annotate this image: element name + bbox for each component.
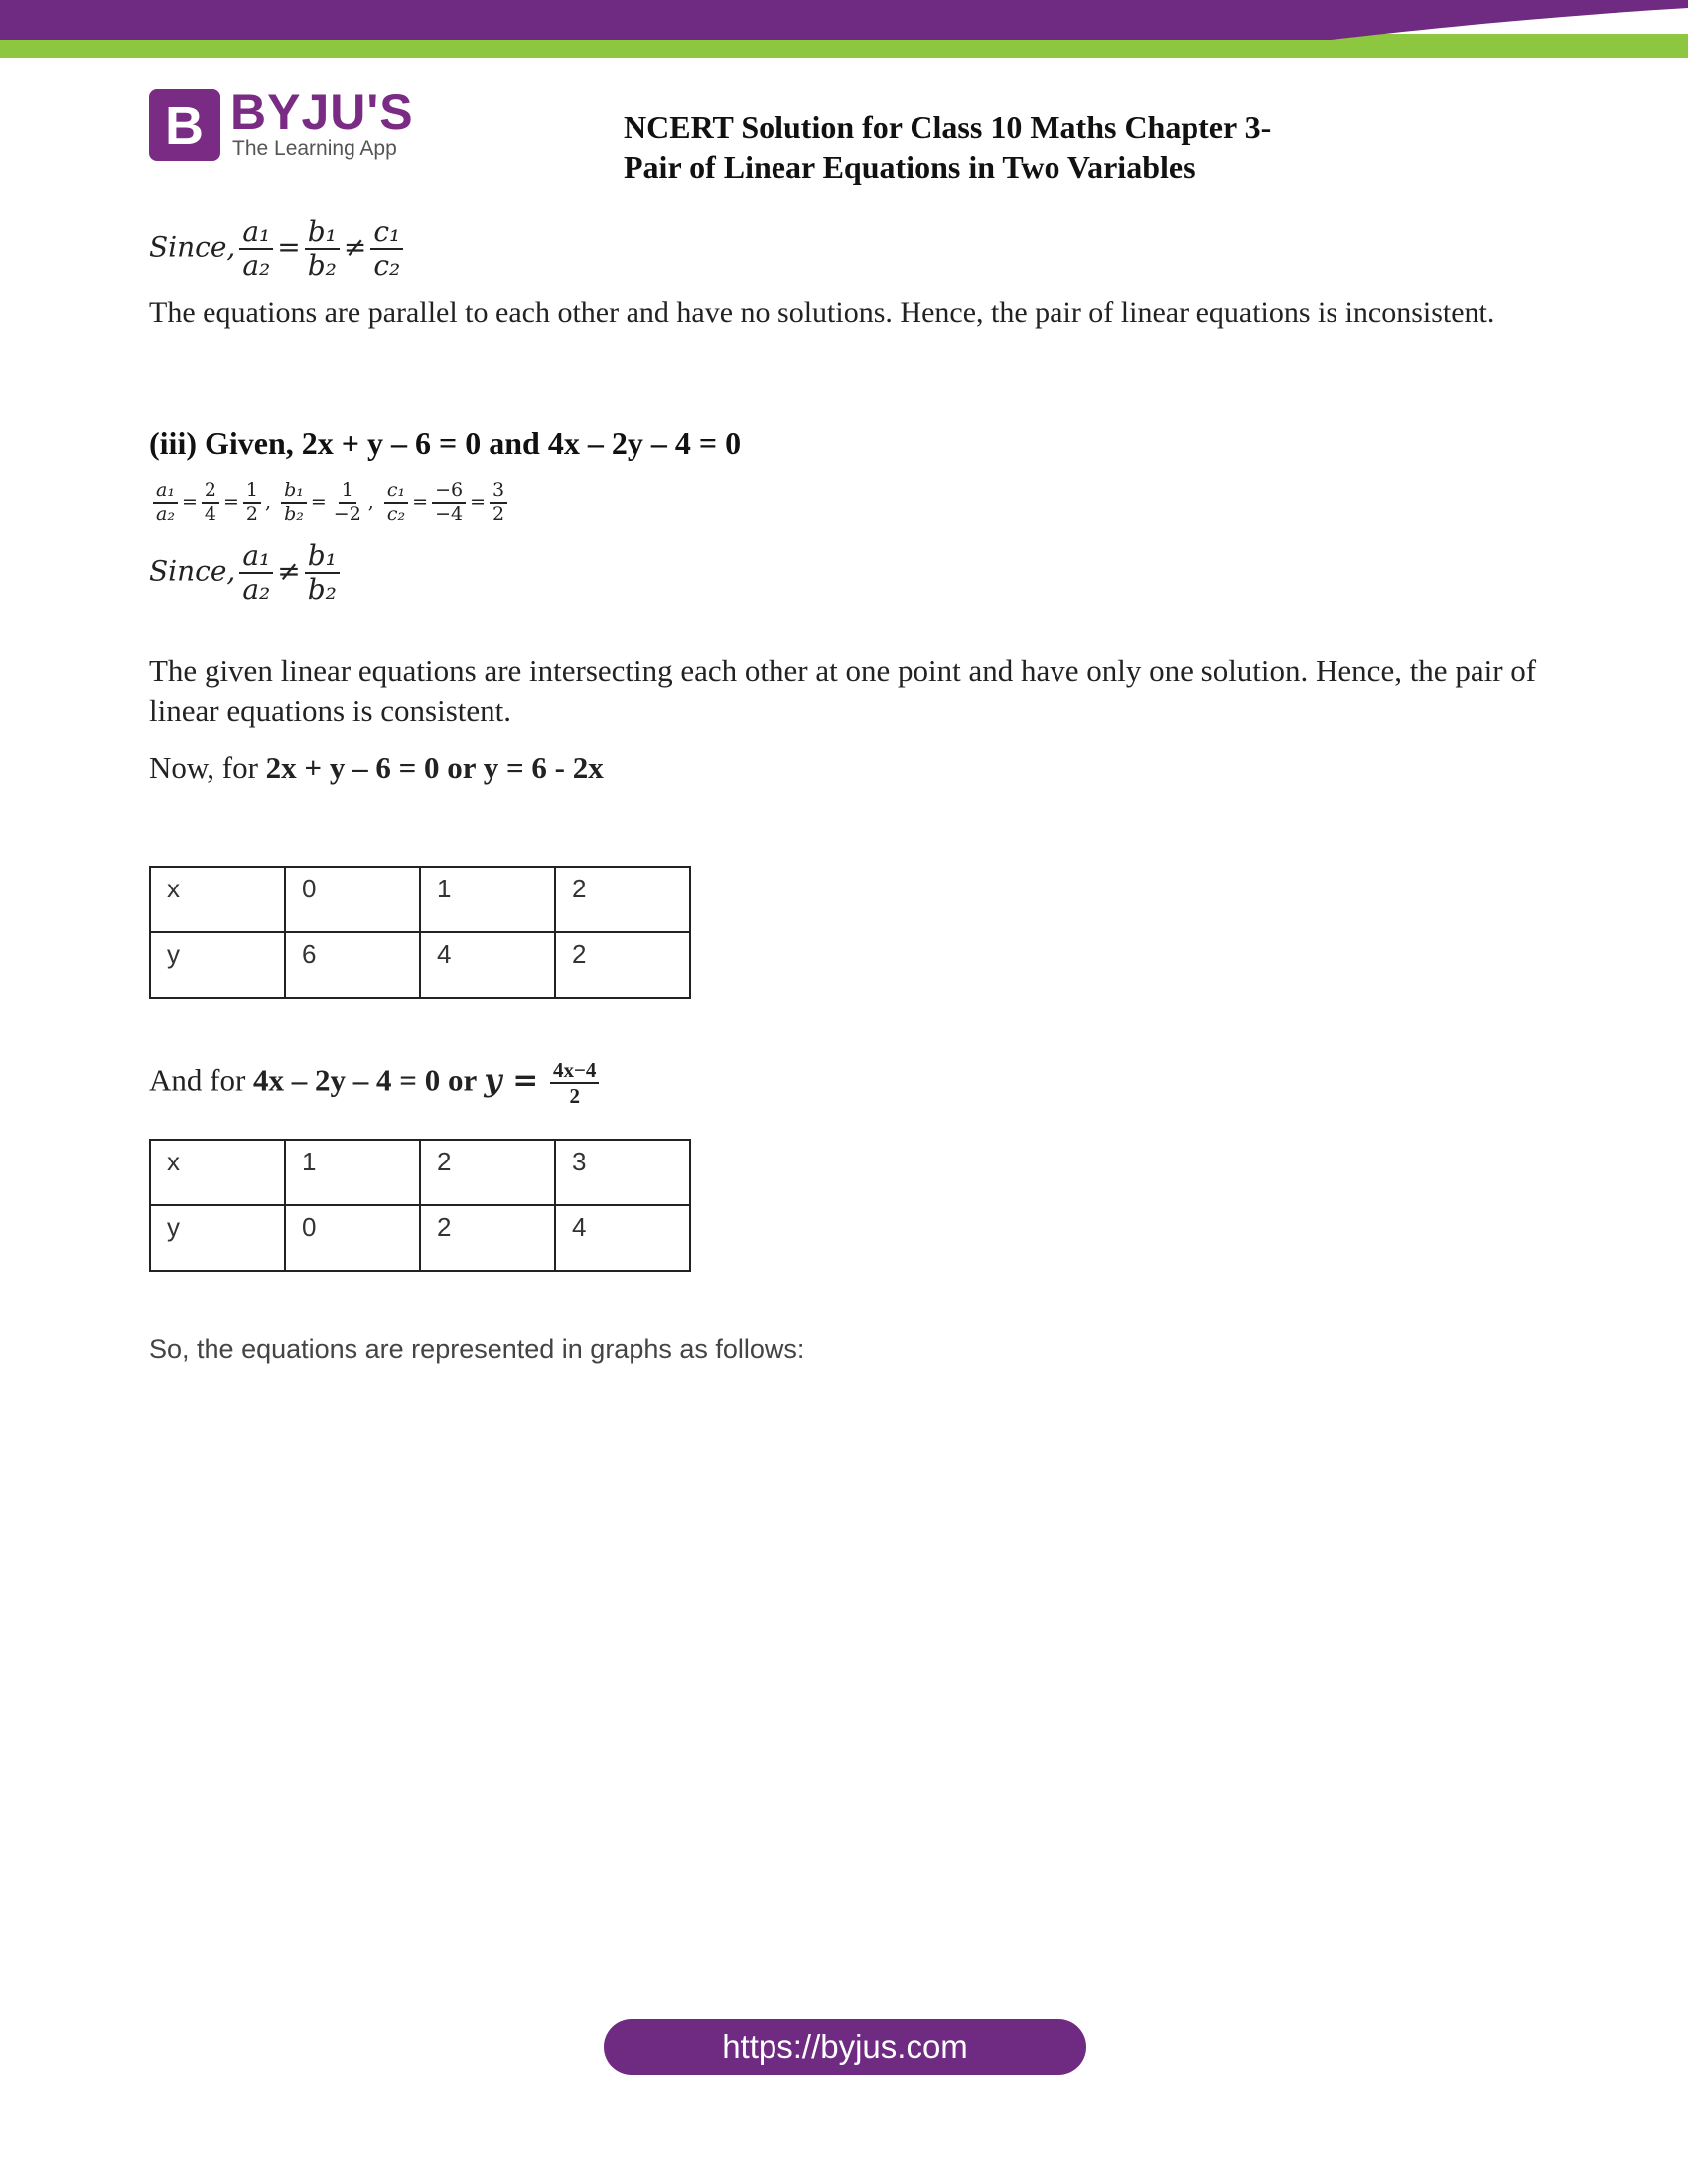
and-for-line: And for 4x – 2y – 4 = 0 or y = $\frac{4x-4}{2}$ [149,1058,603,1108]
now-for-line: Now, for 2x + y – 6 = 0 or y = 6 - 2x [149,751,604,785]
since-label: Since, [149,230,236,264]
table-row: x 0 1 2 [150,867,690,932]
footer-url-text: https://byjus.com [722,2028,968,2065]
byjus-logo [149,84,427,169]
values-table-1 [149,866,691,999]
document-title-line1: NCERT Solution for Class 10 Maths Chapter 3- [624,109,1272,145]
logo-brand-name: BYJU'S [230,84,414,140]
document-title [624,107,1271,187]
logo-tagline: The Learning App [232,137,397,160]
header-banner [0,0,1688,60]
footer-url-link[interactable] [604,2019,1086,2075]
part-iii-conclusion: The given linear equations are intersecting each other at one point and have only one solution. Hence, the pair of linear equations is consistent. [149,653,1537,728]
graph-note: So, the equations are represented in graphs as follows: [149,1334,805,1364]
part-iii-heading: (iii) Given, 2x + y – 6 = 0 and 4x – 2y – 4 = 0 [149,425,742,461]
table-row: x 1 2 3 [150,1140,690,1205]
logo-mark-icon: B [149,89,220,161]
values-table-2 [149,1139,691,1272]
part-ii-since-formula: Since, $\frac{\text{a₁}}{\text{a₂}}$ = $\frac{\text{b₁}}{\text{b₂}}$ ≠ $\frac{\text{c₁}}{\text{c₂}}$ [149,216,407,282]
part-iii-since-formula: Since, $\frac{\text{a₁}}{\text{a₂}}$ ≠ $\frac{\text{b₁}}{\text{b₂}}$ [149,540,344,606]
fraction-a1-a2: $\frac{\text{a₁}}{\text{a₂}}$ [239,216,273,282]
document-title-line2: Pair of Linear Equations in Two Variables [624,149,1196,185]
fraction-c1-c2: $\frac{\text{c₁}}{\text{c₂}}$ [370,216,403,282]
table-row: y 0 2 4 [150,1205,690,1271]
table-row: y 6 4 2 [150,932,690,998]
fraction-b1-b2: $\frac{\text{b₁}}{\text{b₂}}$ [305,216,340,282]
part-ii-conclusion: The equations are parallel to each other and have no solutions. Hence, the pair of linear equations is inconsistent. [149,296,1495,329]
part-iii-ratios: $\frac{\text{a₁}}{\text{a₂}}$ = $\frac{2}{4}$ = $\frac{1}{2}$ , $\frac{\text{b₁}}{\text{b₂}}$ = $\frac{1}{-2}$ , $\frac{\text{c₁}}{\text{c₂}}$ = $\frac{-6}{-4}$ = $\frac{3}{2}$ [149,480,511,526]
